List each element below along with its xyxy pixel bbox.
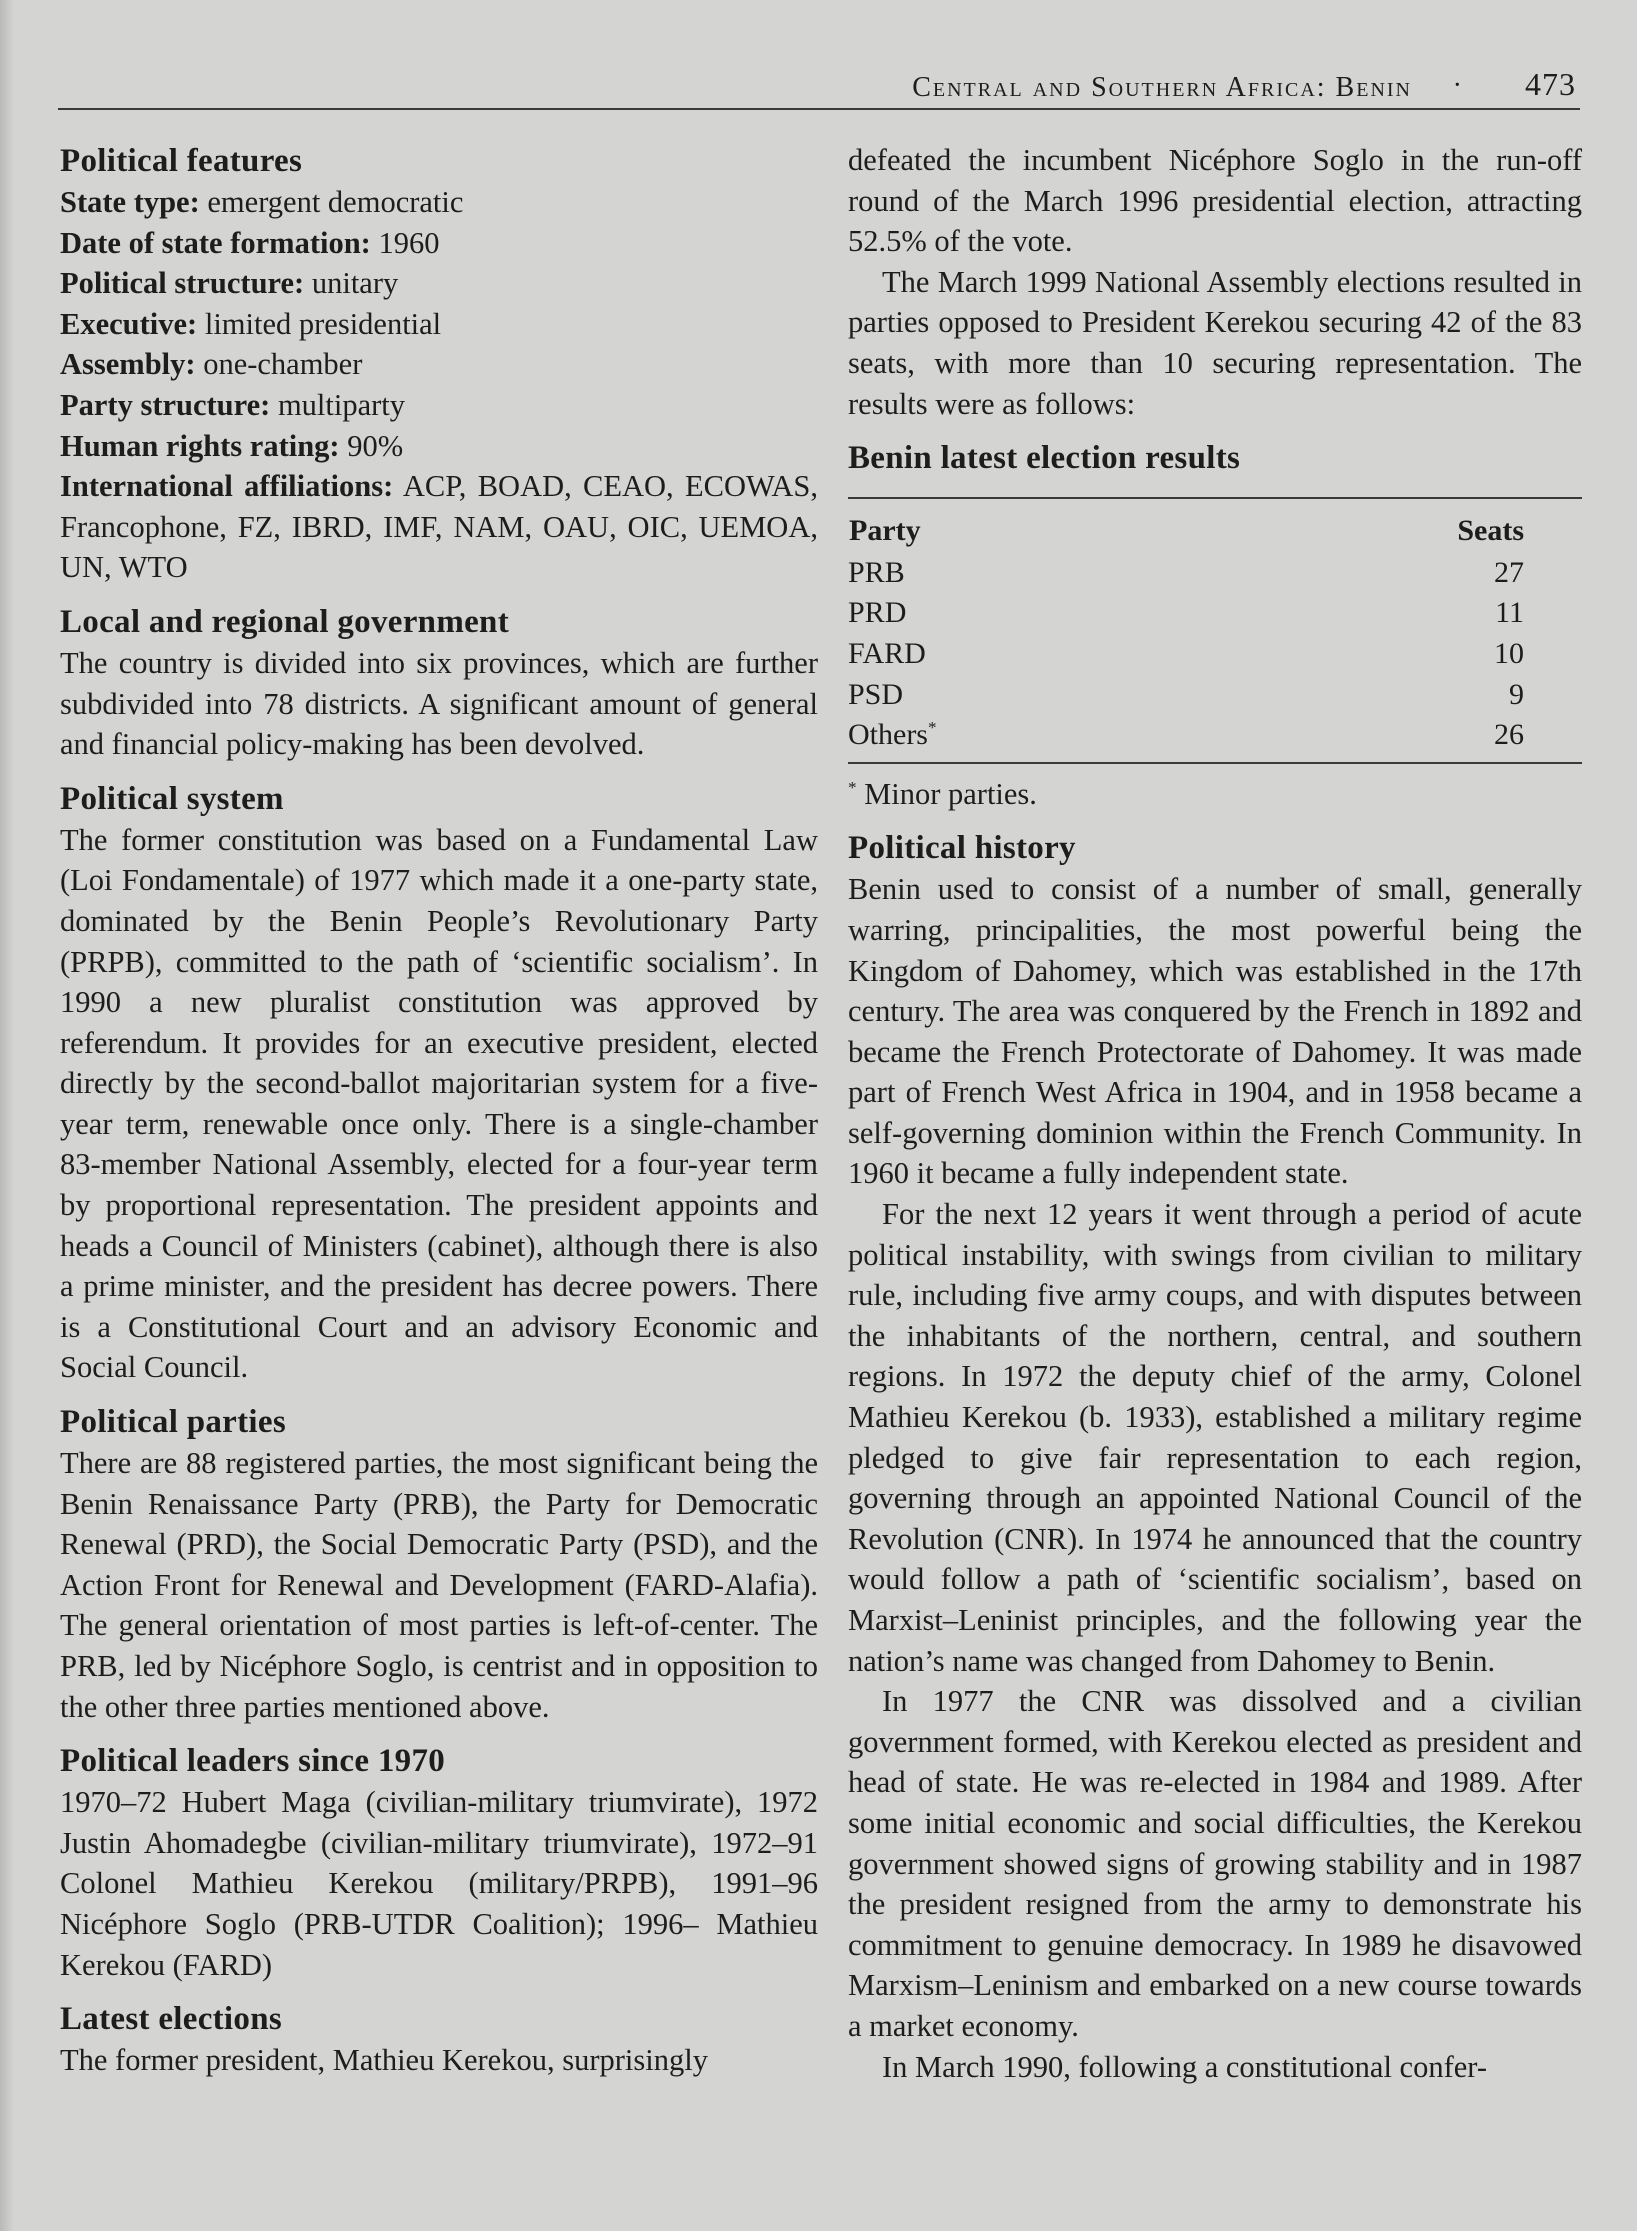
feature-party-structure — [60, 385, 818, 426]
table-row — [848, 634, 1582, 675]
running-header — [58, 64, 1580, 110]
political-features-heading: Political features — [60, 143, 303, 179]
party-name: Others — [848, 718, 928, 752]
left-column — [60, 140, 818, 2081]
table-row — [848, 553, 1582, 594]
seats-cell: 26 — [1494, 718, 1524, 752]
political-history-heading: Political history — [848, 830, 1076, 867]
table-row — [848, 675, 1582, 716]
feature-value: unitary — [311, 266, 399, 301]
feature-label: State type: — [60, 185, 200, 219]
feature-state-type — [60, 182, 818, 223]
latest-elections-text: The former president, Mathieu Kerekou, surprisingly — [60, 2043, 708, 2078]
feature-value: 90% — [347, 428, 404, 463]
feature-label: Assembly: — [60, 347, 196, 382]
political-parties-heading: Political parties — [60, 1404, 286, 1441]
political-history-paragraph-4: In March 1990, following a constitutional confer- — [882, 2049, 1487, 2084]
feature-date-of-formation — [60, 223, 818, 264]
feature-human-rights-rating — [60, 426, 818, 467]
election-results-heading: Benin latest election results — [848, 440, 1241, 477]
party-cell-others — [848, 715, 1151, 763]
feature-value: ACP, BOAD, CEAO, ECOWAS, Francophone, FZ, IBRD, IMF, NAM, OAU, OIC, UEMOA, UN, WTO — [60, 469, 818, 585]
table-row — [848, 593, 1582, 634]
feature-label: Human rights rating: — [60, 428, 340, 463]
political-history-paragraph-3: In 1977 the CNR was dissolved and a civilian government formed, with Kerekou elected as president and head of state. He was re-elected in 1984 and 1989. After some initial economic and social difficulties, the Kerekou government showed signs of growing stability and in 1987 the president resigned from the army to demonstrate his commitment to genuine democracy. In 1989 he disavowed Marxism–Leninism and embarked on a new course towards a market economy. — [848, 1684, 1582, 2043]
footnote-text: Minor parties. — [864, 776, 1037, 811]
seats-cell: 9 — [1509, 677, 1524, 711]
feature-political-structure — [60, 263, 818, 304]
political-leaders-section — [60, 1740, 818, 1985]
political-features-section — [60, 140, 818, 588]
feature-value: multiparty — [277, 387, 406, 422]
election-results-table — [848, 497, 1582, 764]
feature-value: emergent democratic — [207, 185, 464, 219]
local-government-text: The country is divided into six provinces, which are further subdivided into 78 districts. A significant amount of general and financial policy-making has been devolved. — [60, 645, 818, 762]
political-leaders-heading: Political leaders since 1970 — [60, 1743, 446, 1780]
political-history-section — [848, 827, 1582, 2087]
political-parties-section — [60, 1401, 818, 1727]
header-dot: · — [1452, 70, 1462, 101]
political-system-section — [60, 778, 818, 1388]
right-column — [848, 140, 1582, 2087]
table-header-row — [848, 498, 1582, 553]
table-row — [848, 715, 1582, 763]
party-cell: FARD — [848, 636, 926, 670]
feature-assembly — [60, 344, 818, 385]
political-history-paragraph-1: Benin used to consist of a number of small, generally warring, principalities, the most powerful being the Kingdom of Dahomey, which was established in the 17th century. The area was conquered by the French in 1892 and became the French Protectorate of Dahomey. It was made part of French West Africa in 1904, and in 1958 became a self-governing dominion within the French Community. In 1960 it became a fully independent state. — [848, 872, 1582, 1191]
seats-cell: 27 — [1494, 555, 1524, 589]
column-header-party: Party — [849, 514, 921, 548]
feature-label: International affiliations: — [60, 469, 394, 504]
page-edge-shadow — [0, 0, 14, 2231]
seats-cell: 11 — [1495, 596, 1524, 630]
feature-value: one-chamber — [203, 347, 363, 382]
feature-label: Party structure: — [60, 387, 271, 422]
page-number: 473 — [1525, 66, 1576, 102]
feature-international-affiliations — [60, 466, 818, 588]
latest-elections-section — [60, 1998, 818, 2081]
political-system-heading: Political system — [60, 780, 284, 817]
column-header-seats: Seats — [1457, 514, 1524, 548]
footnote-marker: * — [927, 718, 937, 738]
feature-label: Date of state formation: — [60, 225, 371, 260]
feature-value: limited presidential — [204, 306, 442, 341]
election-results-section — [848, 437, 1582, 814]
seats-cell: 10 — [1494, 636, 1524, 670]
political-history-paragraph-2: For the next 12 years it went through a period of acute political instability, with swings from civilian to military rule, including five army coups, and with disputes between the inhabitants of the northern, central, and southern regions. In 1972 the deputy chief of the army, Colonel Mathieu Kerekou (b. 1933), established a military regime pledged to give fair representation to each region, governing through an appointed National Council of the Revolution (CNR). In 1974 he announced that the country would follow a path of ‘scientific socialism’, based on Marxist–Leninist principles, and the following year the nation’s name was changed from Dahomey to Benin. — [848, 1197, 1582, 1678]
latest-elections-heading: Latest elections — [60, 2001, 282, 2038]
feature-executive — [60, 304, 818, 345]
latest-elections-paragraph-2: The March 1999 National Assembly elections resulted in parties opposed to President Kerekou securing 42 of the 83 seats, with more than 10 securing representation. The results were as follows: — [848, 264, 1582, 421]
latest-elections-continued: defeated the incumbent Nicéphore Soglo in the run-off round of the March 1996 presidential election, attracting 52.5% of the vote. — [848, 143, 1582, 259]
political-parties-text: There are 88 registered parties, the most significant being the Benin Renaissance Party (PRB), the Party for Democratic Renewal (PRD), the Social Democratic Party (PSD), and the Action Front for Renewal and Development (FARD-Alafia). The general orientation of most parties is left-of-center. The PRB, led by Nicéphore Soglo, is centrist and in opposition to the other three parties mentioned above. — [60, 1446, 818, 1724]
feature-label: Political structure: — [60, 266, 305, 301]
running-title: Central and Southern Africa: Benin — [912, 72, 1412, 103]
political-system-text: The former constitution was based on a Fundamental Law (Loi Fondamentale) of 1977 which made it a one-party state, dominated by the Benin People’s Revolutionary Party (PRPB), committed to the path of ‘scientific socialism’. In 1990 a new pluralist constitution was approved by referendum. It provides for an executive president, elected directly by the second-ballot majoritarian system for a five-year term, renewable once only. There is a single-chamber 83-member National Assembly, elected for a four-year term by proportional representation. The president appoints and heads a Council of Ministers (cabinet), although there is also a prime minister, and the president has decree powers. There is a Constitutional Court and an advisory Economic and Social Council. — [60, 822, 818, 1385]
political-leaders-text: 1970–72 Hubert Maga (civilian-military triumvirate), 1972 Justin Ahomadegbe (civilian-military triumvirate), 1972–91 Colonel Mathieu Kerekou (military/PRPB), 1991–96 Nicéphore Soglo (PRB-UTDR Coalition); 1996– Mathieu Kerekou (FARD) — [60, 1785, 818, 1982]
party-cell: PRD — [848, 596, 907, 630]
feature-value: 1960 — [378, 225, 440, 260]
local-government-heading: Local and regional government — [60, 603, 509, 640]
party-cell: PRB — [848, 555, 905, 589]
local-government-section — [60, 601, 818, 765]
feature-label: Executive: — [60, 306, 198, 341]
footnote-marker: * — [848, 777, 857, 797]
table-footnote — [848, 774, 1582, 815]
party-cell: PSD — [848, 677, 904, 711]
